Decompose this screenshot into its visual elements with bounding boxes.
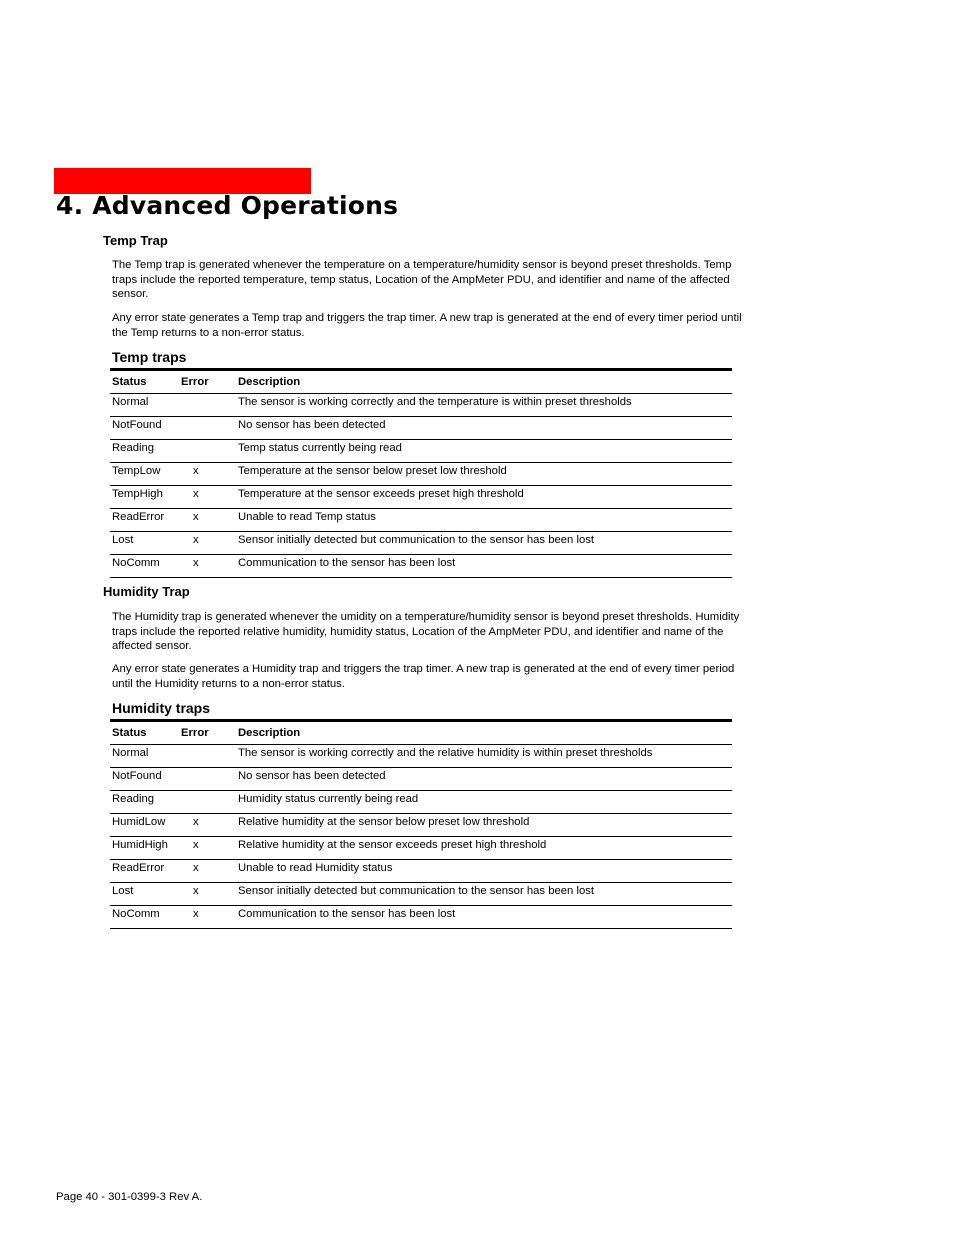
error-cell: x — [179, 837, 236, 860]
error-cell — [179, 768, 236, 791]
status-cell: Lost — [110, 883, 179, 906]
status-cell: HumidLow — [110, 814, 179, 837]
temp-trap-heading: Temp Trap — [103, 233, 168, 248]
description-cell: No sensor has been detected — [236, 417, 732, 440]
table-row — [110, 440, 732, 463]
status-cell: NoComm — [110, 906, 179, 929]
error-cell: x — [179, 486, 236, 509]
table-row — [110, 814, 732, 837]
table-row — [110, 768, 732, 791]
page-footer: Page 40 - 301-0399-3 Rev A. — [56, 1191, 203, 1203]
description-cell: Unable to read Temp status — [236, 509, 732, 532]
error-cell: x — [179, 463, 236, 486]
table-row — [110, 791, 732, 814]
status-cell: HumidHigh — [110, 837, 179, 860]
status-cell: NoComm — [110, 555, 179, 578]
error-cell: x — [179, 532, 236, 555]
table-row — [110, 417, 732, 440]
status-cell: NotFound — [110, 417, 179, 440]
error-cell — [179, 440, 236, 463]
description-cell: Temperature at the sensor exceeds preset high threshold — [236, 486, 732, 509]
description-cell: Humidity status currently being read — [236, 791, 732, 814]
description-cell: Sensor initially detected but communication to the sensor has been lost — [236, 883, 732, 906]
status-cell: Reading — [110, 440, 179, 463]
table-header-row — [110, 721, 732, 745]
error-cell: x — [179, 509, 236, 532]
error-cell: x — [179, 814, 236, 837]
status-cell: TempHigh — [110, 486, 179, 509]
column-header-status: Status — [110, 370, 179, 394]
description-cell: The sensor is working correctly and the relative humidity is within preset thresholds — [236, 745, 732, 768]
status-cell: Reading — [110, 791, 179, 814]
error-cell: x — [179, 883, 236, 906]
error-cell — [179, 745, 236, 768]
table-row — [110, 509, 732, 532]
description-cell: Relative humidity at the sensor exceeds preset high threshold — [236, 837, 732, 860]
table-row — [110, 860, 732, 883]
description-cell: Unable to read Humidity status — [236, 860, 732, 883]
table-row — [110, 486, 732, 509]
description-cell: Temp status currently being read — [236, 440, 732, 463]
status-cell: Lost — [110, 532, 179, 555]
humidity-traps-table-title: Humidity traps — [112, 700, 211, 716]
table-row — [110, 745, 732, 768]
humidity-trap-paragraph-1: The Humidity trap is generated whenever the umidity on a temperature/humidity sensor is beyond preset thresholds. Humidity traps include the reported relative humidity, humidity status, Location of the AmpMeter PDU, and identifier and name of the affected sensor. — [112, 611, 740, 652]
table-row — [110, 532, 732, 555]
description-cell: Sensor initially detected but communication to the sensor has been lost — [236, 532, 732, 555]
description-cell: Temperature at the sensor below preset low threshold — [236, 463, 732, 486]
column-header-description: Description — [236, 370, 732, 394]
temp-trap-paragraph-2: Any error state generates a Temp trap and triggers the trap timer. A new trap is generated at the end of every timer period until the Temp returns to a non-error status. — [112, 312, 742, 339]
temp-trap-paragraph-1: The Temp trap is generated whenever the temperature on a temperature/humidity sensor is beyond preset thresholds. Temp traps include the reported temperature, temp status, Location of the AmpMeter PDU, and identifier and name of the affected sensor. — [112, 259, 732, 300]
table-row — [110, 906, 732, 929]
table-header-row — [110, 370, 732, 394]
error-cell — [179, 791, 236, 814]
description-cell: The sensor is working correctly and the temperature is within preset thresholds — [236, 394, 732, 417]
table-row — [110, 463, 732, 486]
temp-traps-table-title: Temp traps — [112, 349, 187, 365]
status-cell: NotFound — [110, 768, 179, 791]
status-cell: Normal — [110, 745, 179, 768]
status-cell: Normal — [110, 394, 179, 417]
humidity-trap-heading: Humidity Trap — [103, 584, 190, 599]
description-cell: Communication to the sensor has been lost — [236, 906, 732, 929]
column-header-error: Error — [179, 370, 236, 394]
table-row — [110, 394, 732, 417]
error-cell: x — [179, 906, 236, 929]
error-cell — [179, 417, 236, 440]
column-header-status: Status — [110, 721, 179, 745]
description-cell: Communication to the sensor has been lost — [236, 555, 732, 578]
status-cell: TempLow — [110, 463, 179, 486]
status-cell: ReadError — [110, 860, 179, 883]
error-cell: x — [179, 860, 236, 883]
column-header-error: Error — [179, 721, 236, 745]
humidity-trap-paragraph-2: Any error state generates a Humidity trap and triggers the trap timer. A new trap is generated at the end of every timer period until the Humidity returns to a non-error status. — [112, 663, 735, 690]
error-cell: x — [179, 555, 236, 578]
column-header-description: Description — [236, 721, 732, 745]
table-row — [110, 837, 732, 860]
chapter-title: 4. Advanced Operations — [56, 191, 399, 220]
humidity-traps-table — [110, 719, 732, 929]
table-row — [110, 883, 732, 906]
description-cell: No sensor has been detected — [236, 768, 732, 791]
temp-traps-table — [110, 368, 732, 578]
error-cell — [179, 394, 236, 417]
table-row — [110, 555, 732, 578]
description-cell: Relative humidity at the sensor below preset low threshold — [236, 814, 732, 837]
status-cell: ReadError — [110, 509, 179, 532]
